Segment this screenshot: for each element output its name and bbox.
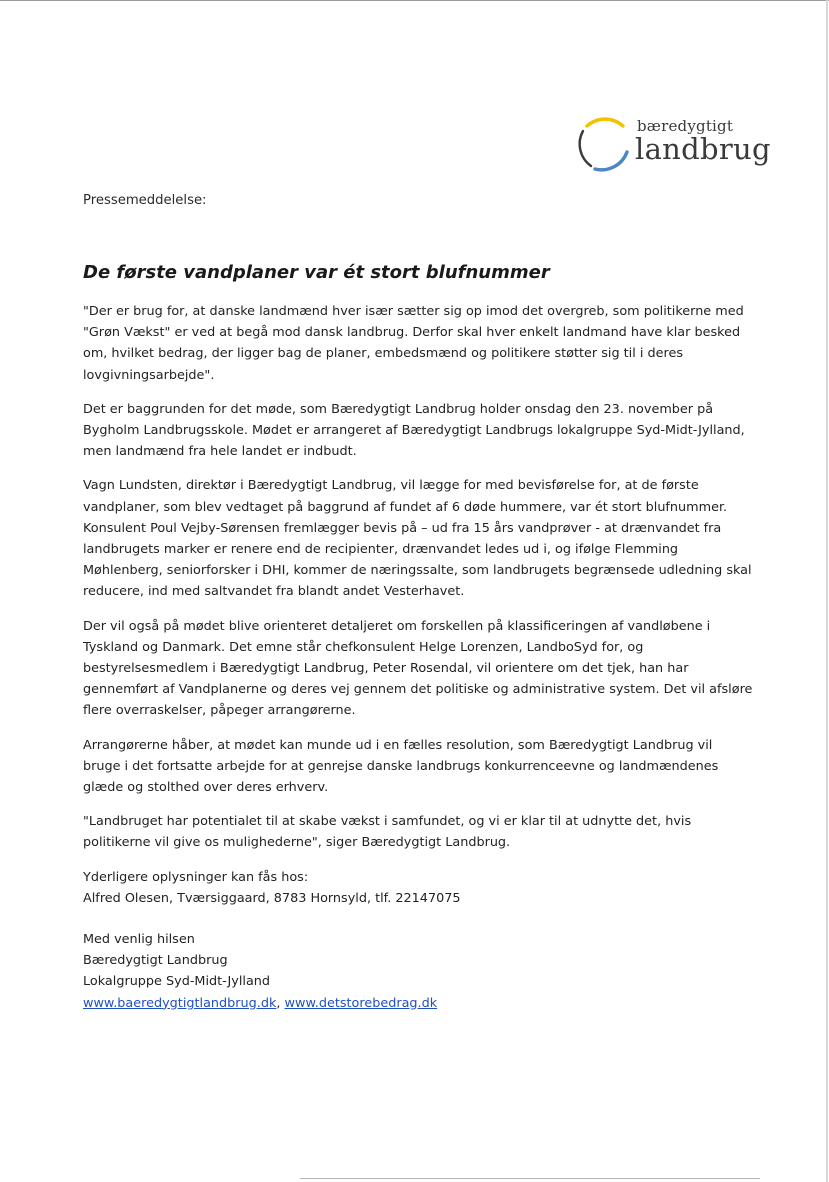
organization-logo xyxy=(573,112,773,182)
paragraph-quote: "Der er brug for, at danske landmænd hver især sætter sig op imod det overgreb, som politikerne med "Grøn Vækst" er ved at begå mod dansk landbrug. Derfor skal hver enkelt landmand have klar besked om, hvilket bedrag, der ligger bag de planer, embedsmænd og politikere støtter sig til i deres lovgivningsarbejde". xyxy=(83,304,744,383)
logo-wordmark-small: bæredygtigt xyxy=(637,117,734,135)
paragraph-resolution: Arrangørerne håber, at mødet kan munde ud i en fælles resolution, som Bæredygtigt Landbrug vil bruge i det fortsatte arbejde for at genrejse danske landbrugs konkurrenceevne og landmændenes glæde og stolthed over deres erhverv. xyxy=(83,737,719,796)
scan-edge-bottom xyxy=(300,1178,760,1179)
document-label: Pressemeddelelse: xyxy=(83,193,207,208)
signature-group: Lokalgruppe Syd-Midt-Jylland xyxy=(83,974,271,990)
document-title: De første vandplaner var ét stort blufnummer xyxy=(83,262,550,283)
paragraph-meeting: Det er baggrunden for det møde, som Bæredygtigt Landbrug holder onsdag den 23. november på Bygholm Landbrugsskole. Mødet er arrangeret af Bæredygtigt Landbrugs lokalgruppe Syd-Midt-Jylland, men landmænd fra hele landet er indbudt. xyxy=(83,401,745,460)
scan-edge-top xyxy=(0,0,829,1)
logo-wordmark-big: landbrug xyxy=(635,132,771,166)
contact-intro: Yderligere oplysninger kan fås hos: xyxy=(83,869,309,885)
scan-edge-right xyxy=(826,0,828,1182)
greeting: Med venlig hilsen xyxy=(83,932,195,948)
logo-circle-icon xyxy=(573,112,637,182)
press-release-body xyxy=(83,191,753,1014)
contact-line: Alfred Olesen, Tværsiggaard, 8783 Hornsyld, tlf. 22147075 xyxy=(83,890,461,906)
paragraph-speakers: Vagn Lundsten, direktør i Bæredygtigt Landbrug, vil lægge for med bevisførelse for, at de første vandplaner, som blev vedtaget på baggrund af fundet af 6 døde hummere, var ét stort blufnummer. Konsulent Poul Vejby-Sørensen fremlægger bevis på – ud fra 15 års vandprøver - at drænvandet fra landbrugets marker er renere end de recipienter, drænvandet ledes ud i, og ifølge Flemming Møhlenberg, seniorforsker i DHI, kommer de næringssalte, som landbrugets begrænsede udledning skal reducere, ind med saltvandet fra blandt andet Vesterhavet. xyxy=(83,478,752,600)
link-separator: , xyxy=(276,995,281,1011)
signature-org: Bæredygtigt Landbrug xyxy=(83,953,228,969)
link-detstorebedrag[interactable]: www.detstorebedrag.dk xyxy=(284,995,438,1011)
paragraph-closing-quote: "Landbruget har potentialet til at skabe vækst i samfundet, og vi er klar til at udnytte det, hvis politikerne vil give os mulighederne", siger Bæredygtigt Landbrug. xyxy=(83,814,692,851)
link-baeredygtigtlandbrug[interactable]: www.baeredygtigtlandbrug.dk xyxy=(83,995,277,1011)
paragraph-classification: Der vil også på mødet blive orienteret detaljeret om forskellen på klassificeringen af vandløbene i Tyskland og Danmark. Det emne står chefkonsulent Helge Lorenzen, LandboSyd for, og bestyrelsesmedlem i Bæredygtigt Landbrug, Peter Rosendal, vil orientere om det tjek, han har gennemført af Vandplanerne og deres vej gennem det politiske og administrative system. Det vil afsløre flere overraskelser, påpeger arrangørerne. xyxy=(83,618,753,719)
spacer xyxy=(83,909,753,929)
links-line xyxy=(83,993,753,1014)
